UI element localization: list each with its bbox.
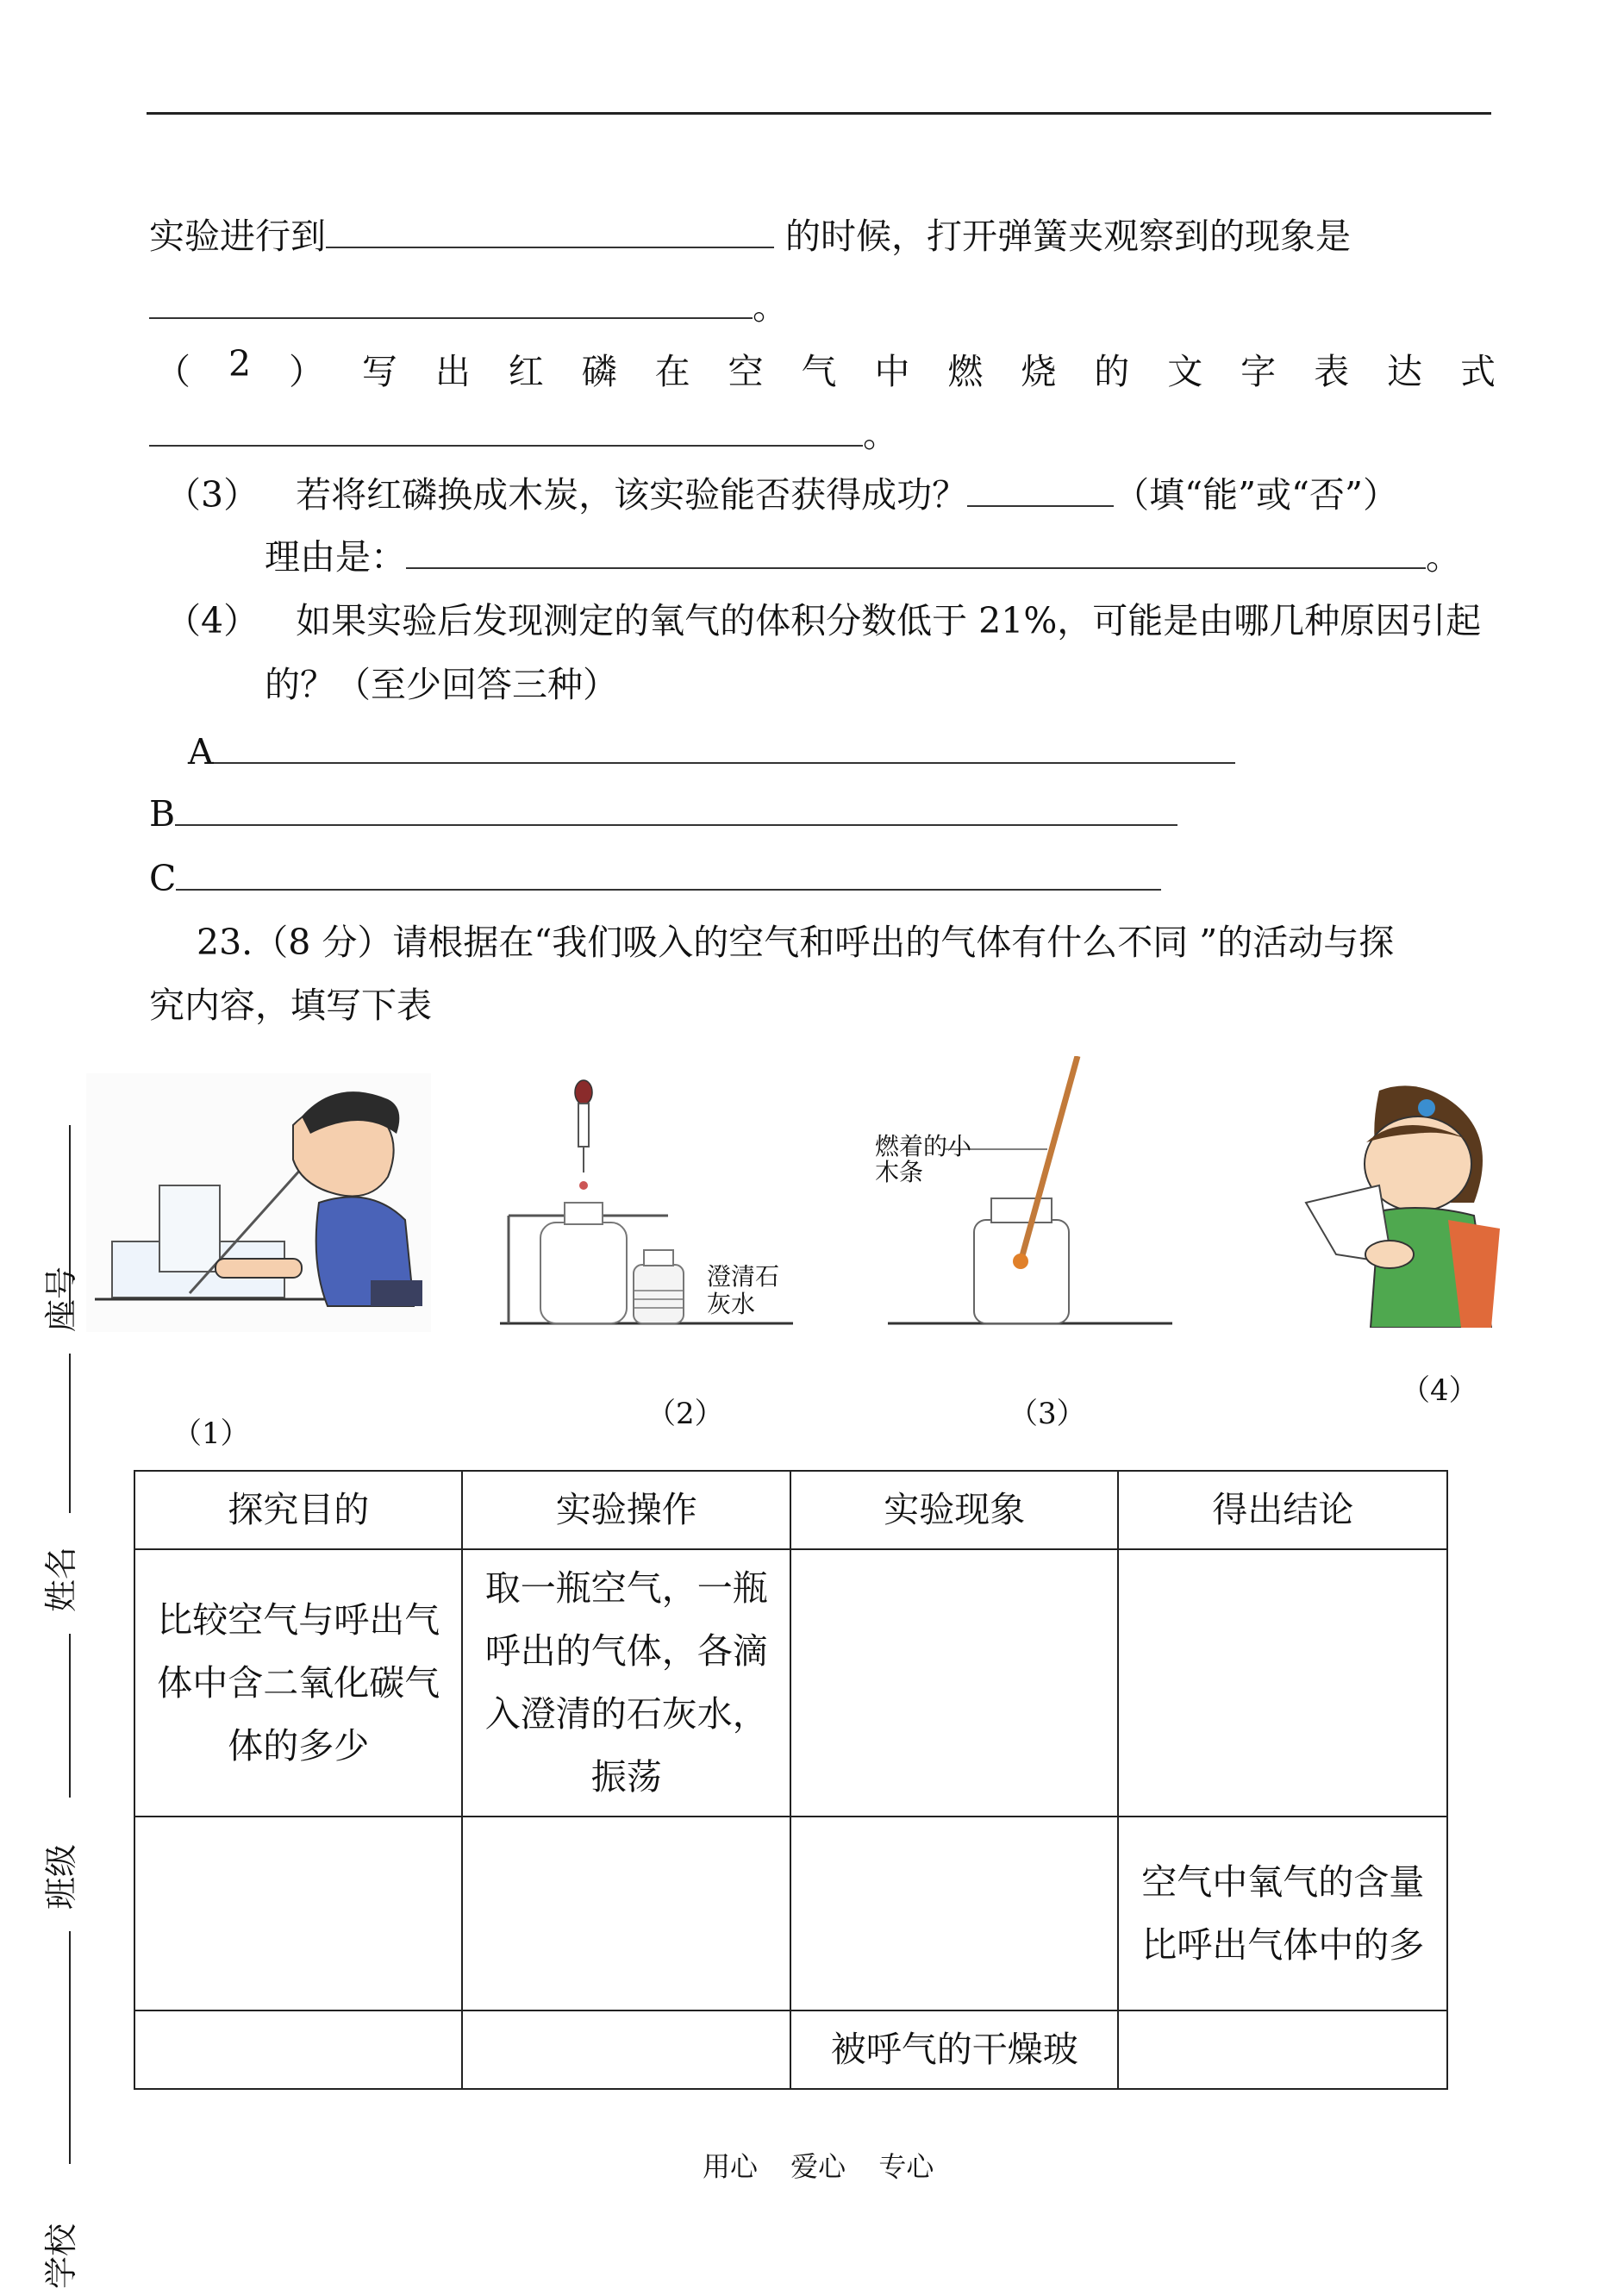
q23-title [197, 920, 1394, 965]
table-cell: 被呼气的干燥玻 [790, 2010, 1118, 2089]
figure-2-caption: （2） [646, 1397, 724, 1431]
q22-part4-number: （4） [166, 600, 259, 641]
header-cell: 探究目的 [134, 1471, 462, 1549]
table-row [134, 2010, 1447, 2089]
prompt-char: 烧 [1021, 351, 1057, 392]
table-header-row [134, 1471, 1447, 1549]
prompt-char: 2 [228, 343, 252, 385]
period: 。 [753, 286, 788, 328]
q22-part3-number: （3） [166, 474, 259, 516]
figure-3 [862, 1056, 1190, 1341]
answer-blank[interactable] [967, 479, 1114, 507]
reason-label: 理由是： [265, 536, 406, 578]
header-cell: 实验现象 [790, 1471, 1118, 1549]
answer-cell[interactable] [790, 1549, 1118, 1817]
header-cell: 得出结论 [1118, 1471, 1447, 1549]
girl-breathing-illustration [1276, 1082, 1534, 1328]
option-b-line [149, 791, 1177, 836]
q22-part2 [155, 343, 1496, 394]
q22-part4-text: 如果实验后发现测定的氧气的体积分数低于 21%，可能是由哪几种原因引起 [296, 600, 1482, 641]
name-label: 姓名 [42, 1546, 80, 1612]
prompt-char: 字 [1240, 351, 1277, 392]
q22-part3-hint: （填“能”或“否”） [1114, 474, 1398, 516]
prompt-char: 燃 [947, 351, 984, 392]
q22-part2-prompt [155, 343, 1496, 394]
answer-cell[interactable] [462, 1817, 790, 2010]
answer-blank[interactable] [149, 291, 753, 319]
top-rule [147, 112, 1491, 115]
q23-title2 [149, 983, 432, 1028]
prompt-char: 磷 [581, 351, 617, 392]
prompt-char: 中 [874, 351, 910, 392]
table-row [134, 1817, 1447, 2010]
period: 。 [1426, 536, 1461, 578]
period: 。 [863, 414, 898, 455]
answer-blank[interactable] [176, 863, 1161, 891]
q23-title-text: 23.（8 分）请根据在“我们吸入的空气和呼出的气体有什么不同 ”的活动与探 [197, 922, 1395, 963]
q22-line2 [149, 285, 788, 329]
q22-line1-text-a: 实验进行到 [149, 216, 326, 257]
prompt-char: 在 [654, 351, 690, 392]
table-cell: 取一瓶空气，一瓶呼出的气体，各滴入澄清的石灰水，振荡 [462, 1549, 790, 1817]
q22-part2-answer [149, 412, 898, 457]
figure-1 [86, 1073, 431, 1332]
figure-1-caption: （1） [172, 1416, 250, 1451]
q22-part3-text: 若将红磷换成木炭，该实验能否获得成功？ [296, 474, 968, 516]
burning-stick-label: 燃着的小木条 [875, 1132, 972, 1186]
figure-4 [1276, 1082, 1534, 1328]
class-line [69, 1634, 71, 1798]
option-c-line [149, 856, 1161, 901]
option-b-label: B [149, 793, 176, 835]
prompt-char: 出 [434, 351, 471, 392]
boy-blowing-illustration [86, 1073, 431, 1332]
prompt-char: （ [155, 351, 191, 392]
answer-cell[interactable] [1118, 2010, 1447, 2089]
table-cell: 比较空气与呼出气体中含二氧化碳气体的多少 [134, 1549, 462, 1817]
figure-3-caption: （3） [1009, 1397, 1086, 1431]
limewater-label: 澄清石灰水 [707, 1262, 780, 1318]
table-row [134, 1549, 1447, 1817]
q22-part4 [166, 598, 1481, 643]
burning-stick-illustration [862, 1056, 1190, 1341]
prompt-char: 式 [1459, 351, 1496, 392]
q22-line1 [149, 214, 1351, 259]
seat-label: 座号 [42, 1266, 80, 1332]
q22-part3 [166, 472, 1398, 517]
answer-cell[interactable] [462, 2010, 790, 2089]
figure-2 [496, 1065, 797, 1332]
answer-blank[interactable] [149, 419, 863, 447]
prompt-char: 表 [1314, 351, 1350, 392]
school-line [69, 1931, 71, 2164]
option-a-label: A [188, 731, 214, 772]
prompt-char: 文 [1167, 351, 1203, 392]
prompt-char: 达 [1387, 351, 1423, 392]
prompt-char: ） [288, 351, 324, 392]
school-label: 学校 [42, 2223, 80, 2289]
figure-4-caption: （4） [1401, 1373, 1478, 1408]
table-cell: 空气中氧气的含量比呼出气体中的多 [1118, 1817, 1447, 2010]
q23-title2-text: 究内容，填写下表 [149, 985, 432, 1026]
q22-part4-line2 [265, 662, 618, 707]
prompt-char: 红 [508, 351, 544, 392]
answer-blank[interactable] [214, 736, 1235, 764]
class-label: 班级 [42, 1843, 80, 1910]
header-cell: 实验操作 [462, 1471, 790, 1549]
prompt-char: 空 [728, 351, 764, 392]
q22-part3-reason [265, 535, 1461, 579]
q22-part4-text2: 的？（至少回答三种） [265, 664, 618, 705]
answer-blank[interactable] [326, 221, 774, 248]
option-c-label: C [149, 858, 177, 899]
answer-cell[interactable] [790, 1817, 1118, 2010]
answer-blank[interactable] [406, 541, 1426, 569]
footer-motto: 用心 爱心 专心 [703, 2150, 934, 2183]
q22-line1-text-b: 的时候，打开弹簧夹观察到的现象是 [785, 216, 1352, 257]
prompt-char: 的 [1094, 351, 1130, 392]
option-a-line [188, 729, 1235, 774]
answer-cell[interactable] [134, 2010, 462, 2089]
answer-cell[interactable] [1118, 1549, 1447, 1817]
answer-blank[interactable] [175, 798, 1177, 826]
inquiry-table [134, 1470, 1448, 2090]
name-line [69, 1354, 71, 1513]
prompt-char: 气 [801, 351, 837, 392]
answer-cell[interactable] [134, 1817, 462, 2010]
prompt-char: 写 [361, 351, 397, 392]
